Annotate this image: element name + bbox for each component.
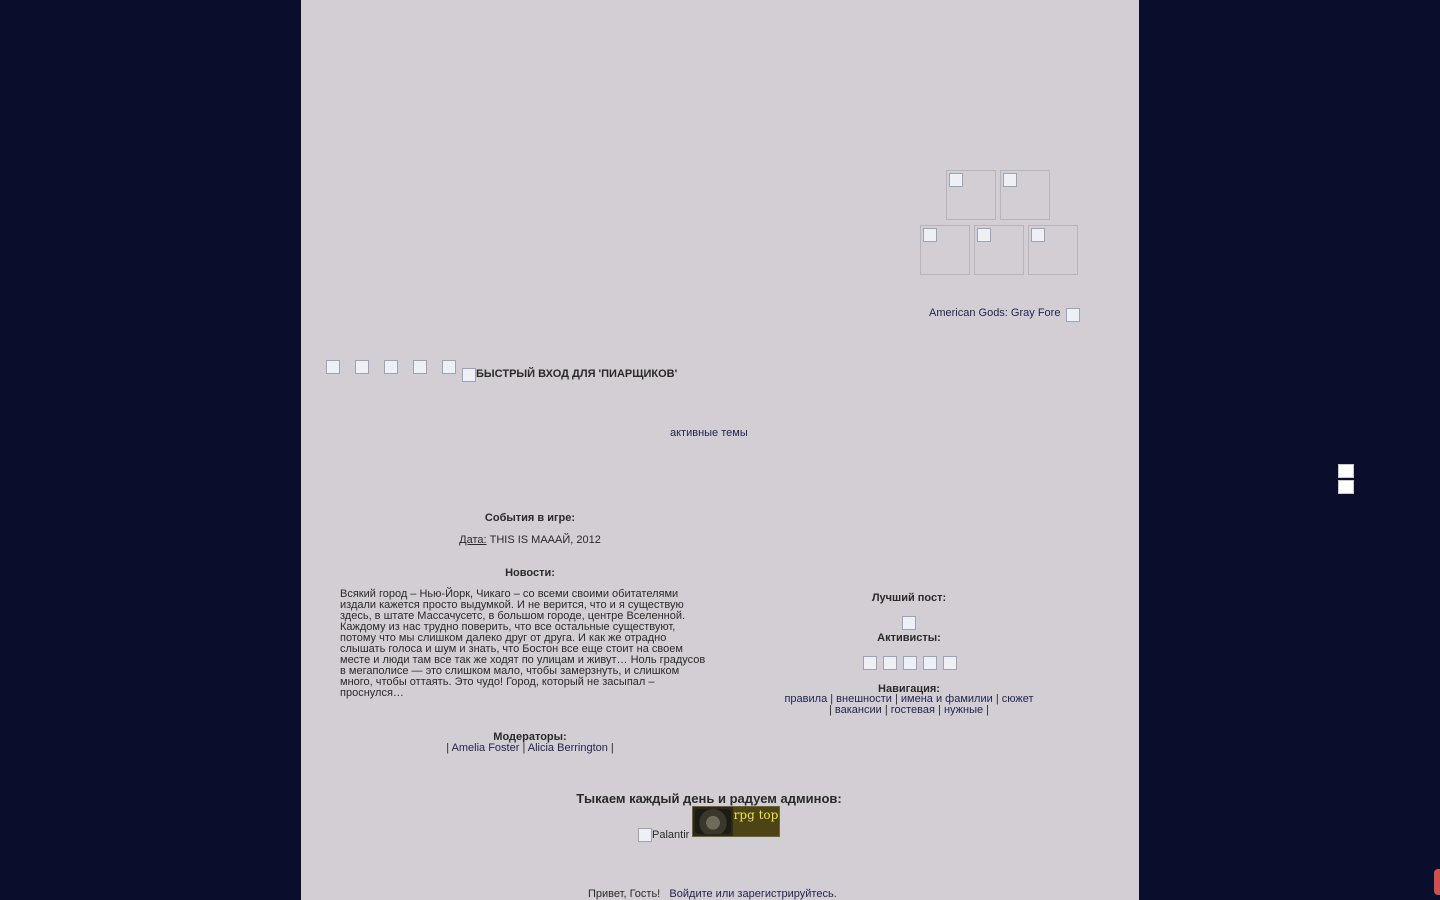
events-heading: События в игре: — [484, 512, 576, 524]
rpg-top-label: rpg top — [733, 807, 779, 836]
gallery-caption[interactable] — [929, 304, 1080, 322]
news-text: Всякий город – Нью-Йорк, Чикаго – со всеми своими обитателями издали кажется просто выдумкой. И не верится, что и я существую здесь, в штате Массачусетс, в большом городе, центре Вселенной. Каждому из нас трудно поверить, что все остальные существуют, потому что мы слишком далеко друг от друга. И как же отрадно слышать голоса и шум и знать, что Бостон все еще стоит на своем месте и люди там все так же ходят по улицам и живут… Ноль градусов в мегаполисе — это слишком мало, чтобы замерзнуть, и слишком много, чтобы оттаять. Это чудо! Город, который не засыпал – проснулся… — [340, 588, 706, 699]
moderators-sep: | — [610, 742, 614, 754]
login-register-link[interactable]: Войдите или зарегистрируйтесь. — [669, 888, 837, 900]
moderator-link-2[interactable]: Alicia Berrington — [527, 742, 608, 754]
nav-link-plot[interactable]: сюжет — [1001, 693, 1034, 705]
active-topics-link[interactable]: активные темы — [670, 427, 748, 439]
nav-link-vacancies[interactable]: вакансии — [834, 704, 882, 716]
nav-link-guestbook[interactable]: гостевая — [890, 704, 935, 716]
vote-heading: Тыкаем каждый день и радуем админов: — [576, 791, 842, 806]
footer-bar — [588, 888, 837, 900]
date-value: THIS IS МАААЙ, 2012 — [489, 534, 601, 546]
palantir-alt-text: Palantir — [652, 828, 690, 841]
side-floating-image-2[interactable] — [1338, 480, 1354, 494]
activist-avatar-5[interactable] — [943, 656, 957, 670]
quick-nav-bar — [326, 360, 456, 374]
navigation-links — [769, 694, 1049, 716]
quick-login-label[interactable]: БЫСТРЫЙ ВХОД ДЛЯ 'ПИАРЩИКОВ' — [476, 367, 678, 380]
nav-icon-2[interactable] — [355, 360, 369, 374]
best-post-image[interactable] — [902, 616, 916, 630]
gallery-image-2[interactable] — [1000, 170, 1050, 220]
quick-login-icon — [462, 368, 476, 382]
nav-icon-1[interactable] — [326, 360, 340, 374]
date-label: Дата: — [459, 534, 487, 546]
nav-sep: | — [828, 704, 832, 716]
gallery-image-1[interactable] — [946, 170, 996, 220]
palantir-image — [638, 828, 652, 842]
gallery-title-link[interactable]: American Gods: Gray Fore — [929, 306, 1061, 319]
palantir-banner[interactable] — [638, 828, 689, 842]
nav-link-needed[interactable]: нужные — [943, 704, 984, 716]
rpg-top-face-icon — [695, 809, 731, 834]
gallery-image-4[interactable] — [974, 225, 1024, 275]
nav-sep: | — [986, 704, 990, 716]
gallery-image-5[interactable] — [1028, 225, 1078, 275]
moderators-sep: | — [446, 742, 450, 754]
moderators-list — [430, 742, 630, 754]
guest-greeting: Привет, Гость! — [588, 888, 661, 900]
nav-link-appearances[interactable]: внешности — [836, 693, 892, 705]
events-date — [430, 534, 630, 546]
activists-heading: Активисты: — [877, 632, 941, 644]
gallery-caption-image — [1066, 308, 1080, 322]
activists-avatars — [863, 656, 957, 670]
nav-icon-3[interactable] — [384, 360, 398, 374]
best-post-heading: Лучший пост: — [871, 592, 947, 604]
moderators-heading: Модераторы: — [493, 731, 567, 743]
activist-avatar-1[interactable] — [863, 656, 877, 670]
moderators-sep: | — [522, 742, 526, 754]
news-heading: Новости: — [505, 567, 555, 579]
nav-sep: | — [884, 704, 888, 716]
gallery-image-3[interactable] — [920, 225, 970, 275]
forum-page — [301, 0, 1139, 900]
activist-avatar-2[interactable] — [883, 656, 897, 670]
nav-sep: | — [894, 693, 898, 705]
moderator-link-1[interactable]: Amelia Foster — [451, 742, 520, 754]
nav-sep: | — [830, 693, 834, 705]
nav-link-names[interactable]: имена и фамилии — [900, 693, 993, 705]
navigation-heading: Навигация: — [878, 683, 940, 695]
nav-icon-5[interactable] — [442, 360, 456, 374]
nav-sep: | — [938, 704, 941, 716]
nav-link-rules[interactable]: правила — [784, 693, 828, 705]
corner-tab[interactable] — [1434, 869, 1440, 895]
side-floating-image-1[interactable] — [1338, 464, 1354, 478]
rpg-top-banner[interactable] — [692, 806, 780, 837]
nav-sep: | — [995, 693, 999, 705]
activist-avatar-4[interactable] — [923, 656, 937, 670]
nav-icon-4[interactable] — [413, 360, 427, 374]
quick-login[interactable] — [462, 366, 677, 382]
activist-avatar-3[interactable] — [903, 656, 917, 670]
